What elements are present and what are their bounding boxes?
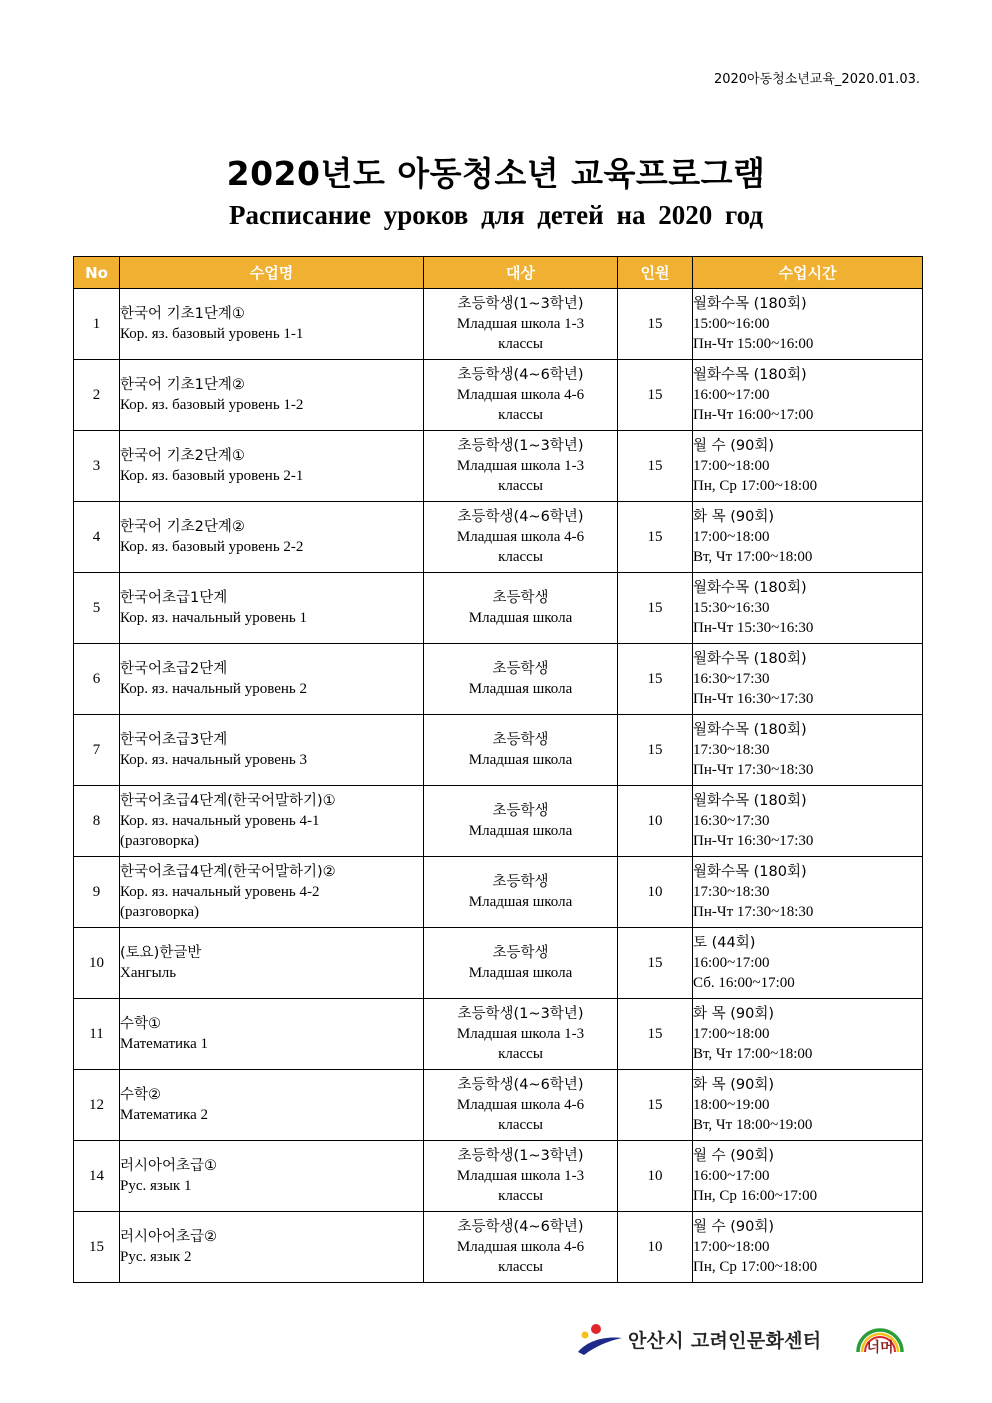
cell-target: [424, 289, 618, 360]
cell-count: [618, 715, 693, 786]
class-days-russian: Сб. 16:00~17:00: [693, 975, 795, 991]
class-name-russian: Рус. язык 2: [120, 1249, 192, 1265]
class-days-russian: Пн-Чт 15:00~16:00: [693, 336, 814, 352]
cell-time: [693, 1141, 923, 1212]
cell-no: [74, 644, 120, 715]
row-number: 15: [89, 1239, 104, 1255]
column-header-time: 수업시간: [693, 257, 923, 289]
schedule-table: [73, 256, 923, 1283]
document-reference: 2020아동청소년교육_2020.01.03.: [713, 72, 920, 87]
row-number: 5: [92, 600, 101, 616]
table-row: [74, 573, 923, 644]
cell-class-name: [120, 573, 424, 644]
cell-no: [74, 928, 120, 999]
cell-count: [618, 999, 693, 1070]
cell-target: [424, 999, 618, 1070]
target-russian: Младшая школа 1-3: [456, 458, 585, 474]
student-count: 15: [647, 1026, 663, 1042]
table-row: [74, 431, 923, 502]
cell-time: [693, 644, 923, 715]
target-russian-grade: классы: [498, 1046, 543, 1062]
cell-class-name: [120, 431, 424, 502]
target-russian: Младшая школа 4-6: [456, 1097, 585, 1113]
class-name-korean: 한국어 기초2단계①: [120, 448, 245, 464]
cell-target: [424, 644, 618, 715]
target-russian: Младшая школа 1-3: [456, 316, 585, 332]
table-row: [74, 502, 923, 573]
cell-target: [424, 857, 618, 928]
organization-name: 안산시 고려인문화센터: [628, 1330, 822, 1352]
class-days-russian: Пн-Чт 16:00~17:00: [693, 407, 814, 423]
class-hours: 15:30~16:30: [693, 600, 770, 616]
class-days-korean: 토 (44회): [693, 935, 756, 951]
class-hours: 16:30~17:30: [693, 813, 770, 829]
class-hours: 17:00~18:00: [693, 1026, 770, 1042]
class-days-russian: Пн, Ср 17:00~18:00: [693, 478, 818, 494]
cell-count: [618, 431, 693, 502]
cell-count: [618, 289, 693, 360]
class-name-russian-note: (разговорка): [120, 904, 200, 920]
row-number: 2: [92, 387, 101, 403]
class-name-russian: Кор. яз. базовый уровень 1-2: [120, 397, 304, 413]
target-russian: Младшая школа: [468, 894, 573, 910]
table-row: [74, 289, 923, 360]
row-number: 14: [89, 1168, 104, 1184]
class-name-korean: 수학②: [120, 1087, 162, 1103]
column-header-class-name: 수업명: [120, 257, 424, 289]
class-hours: 18:00~19:00: [693, 1097, 770, 1113]
class-name-korean: 한국어초급2단계: [120, 661, 228, 677]
class-days-russian: Пн-Чт 17:30~18:30: [693, 904, 814, 920]
cell-count: [618, 1070, 693, 1141]
table-row: [74, 857, 923, 928]
class-days-russian: Вт, Чт 17:00~18:00: [693, 1046, 813, 1062]
row-number: 7: [92, 742, 101, 758]
table-row: [74, 1070, 923, 1141]
student-count: 15: [647, 387, 663, 403]
class-hours: 17:30~18:30: [693, 742, 770, 758]
student-count: 15: [647, 316, 663, 332]
cell-time: [693, 999, 923, 1070]
class-hours: 17:30~18:30: [693, 884, 770, 900]
student-count: 15: [647, 1097, 663, 1113]
cell-count: [618, 573, 693, 644]
cell-no: [74, 431, 120, 502]
target-korean: 초등학생: [492, 732, 549, 748]
cell-no: [74, 502, 120, 573]
class-days-korean: 월화수목 (180회): [693, 864, 807, 880]
target-russian: Младшая школа: [468, 610, 573, 626]
cell-count: [618, 360, 693, 431]
table-row: [74, 1212, 923, 1283]
target-korean: 초등학생(1~3학년): [457, 1006, 584, 1022]
target-russian: Младшая школа 4-6: [456, 1239, 585, 1255]
target-korean: 초등학생(4~6학년): [457, 1219, 584, 1235]
cell-no: [74, 999, 120, 1070]
cell-count: [618, 644, 693, 715]
target-korean: 초등학생: [492, 803, 549, 819]
class-hours: 16:00~17:00: [693, 1168, 770, 1184]
class-hours: 16:00~17:00: [693, 387, 770, 403]
student-count: 10: [647, 1168, 663, 1184]
class-name-russian: Математика 2: [120, 1107, 209, 1123]
table-body: [74, 289, 923, 1283]
page-title-russian: Расписание уроков для детей на 2020 год: [228, 200, 763, 230]
table-row: [74, 999, 923, 1070]
cell-time: [693, 360, 923, 431]
cell-count: [618, 502, 693, 573]
cell-class-name: [120, 502, 424, 573]
cell-time: [693, 715, 923, 786]
row-number: 3: [92, 458, 101, 474]
cell-class-name: [120, 644, 424, 715]
page-title-korean: 2020년도 아동청소년 교육프로그램: [226, 154, 766, 193]
student-count: 15: [647, 600, 663, 616]
cell-time: [693, 289, 923, 360]
cell-time: [693, 431, 923, 502]
class-days-korean: 월 수 (90회): [693, 438, 775, 454]
cell-class-name: [120, 715, 424, 786]
cell-time: [693, 573, 923, 644]
class-name-korean: (토요)한글반: [120, 945, 202, 961]
class-name-russian: Кор. яз. начальный уровень 3: [120, 752, 307, 768]
student-count: 15: [647, 671, 663, 687]
cell-no: [74, 289, 120, 360]
cell-class-name: [120, 928, 424, 999]
badge-text: 너머: [866, 1340, 894, 1356]
row-number: 6: [92, 671, 101, 687]
cell-class-name: [120, 289, 424, 360]
class-name-russian: Кор. яз. базовый уровень 2-1: [120, 468, 304, 484]
row-number: 8: [92, 813, 101, 829]
class-days-korean: 월화수목 (180회): [693, 296, 807, 312]
cell-no: [74, 360, 120, 431]
class-days-korean: 월화수목 (180회): [693, 580, 807, 596]
class-name-russian: Хангыль: [120, 965, 177, 981]
target-korean: 초등학생: [492, 661, 549, 677]
table-row: [74, 786, 923, 857]
footer-logo: [576, 1318, 912, 1362]
target-korean: 초등학생(1~3학년): [457, 1148, 584, 1164]
cell-target: [424, 715, 618, 786]
class-days-korean: 월 수 (90회): [693, 1219, 775, 1235]
cell-class-name: [120, 1141, 424, 1212]
target-russian: Младшая школа 4-6: [456, 529, 585, 545]
class-days-russian: Пн-Чт 17:30~18:30: [693, 762, 814, 778]
class-days-korean: 화 목 (90회): [693, 509, 775, 525]
cell-no: [74, 1070, 120, 1141]
row-number: 4: [92, 529, 101, 545]
class-name-russian: Математика 1: [120, 1036, 209, 1052]
target-korean: 초등학생(4~6학년): [457, 367, 584, 383]
cell-target: [424, 1141, 618, 1212]
student-count: 15: [647, 955, 663, 971]
cell-time: [693, 786, 923, 857]
cell-class-name: [120, 1212, 424, 1283]
cell-no: [74, 1141, 120, 1212]
table-row: [74, 360, 923, 431]
class-name-russian: Кор. яз. начальный уровень 1: [120, 610, 307, 626]
cell-no: [74, 1212, 120, 1283]
class-name-korean: 러시아어초급②: [120, 1229, 218, 1245]
column-header-target: 대상: [424, 257, 618, 289]
cell-time: [693, 1070, 923, 1141]
class-hours: 16:30~17:30: [693, 671, 770, 687]
class-name-russian: Кор. яз. базовый уровень 1-1: [120, 326, 304, 342]
cell-class-name: [120, 360, 424, 431]
target-russian: Младшая школа: [468, 752, 573, 768]
class-name-korean: 수학①: [120, 1016, 162, 1032]
target-russian-grade: классы: [498, 549, 543, 565]
cell-no: [74, 573, 120, 644]
class-hours: 15:00~16:00: [693, 316, 770, 332]
cell-count: [618, 786, 693, 857]
table-row: [74, 644, 923, 715]
cell-time: [693, 928, 923, 999]
cell-class-name: [120, 786, 424, 857]
target-russian: Младшая школа: [468, 681, 573, 697]
target-korean: 초등학생: [492, 945, 549, 961]
cell-time: [693, 857, 923, 928]
target-russian-grade: классы: [498, 1117, 543, 1133]
target-russian: Младшая школа 1-3: [456, 1026, 585, 1042]
class-hours: 16:00~17:00: [693, 955, 770, 971]
target-russian: Младшая школа: [468, 823, 573, 839]
table-row: [74, 715, 923, 786]
class-days-russian: Пн-Чт 16:30~17:30: [693, 691, 814, 707]
class-days-korean: 월화수목 (180회): [693, 651, 807, 667]
cell-target: [424, 431, 618, 502]
student-count: 10: [647, 813, 663, 829]
row-number: 9: [92, 884, 101, 900]
cell-no: [74, 857, 120, 928]
table-header-row: [74, 257, 923, 289]
class-name-russian: Рус. язык 1: [120, 1178, 192, 1194]
target-korean: 초등학생(4~6학년): [457, 1077, 584, 1093]
row-number: 12: [89, 1097, 104, 1113]
class-name-korean: 한국어초급3단계: [120, 732, 228, 748]
class-days-korean: 월화수목 (180회): [693, 793, 807, 809]
class-name-korean: 러시아어초급①: [120, 1158, 218, 1174]
column-header-count: 인원: [618, 257, 693, 289]
target-russian-grade: классы: [498, 1188, 543, 1204]
class-hours: 17:00~18:00: [693, 1239, 770, 1255]
class-name-russian: Кор. яз. базовый уровень 2-2: [120, 539, 304, 555]
class-days-russian: Пн, Ср 16:00~17:00: [693, 1188, 818, 1204]
class-name-korean: 한국어초급1단계: [120, 590, 228, 606]
class-days-russian: Вт, Чт 17:00~18:00: [693, 549, 813, 565]
target-korean: 초등학생: [492, 590, 549, 606]
cell-count: [618, 1141, 693, 1212]
row-number: 11: [89, 1026, 104, 1042]
class-hours: 17:00~18:00: [693, 529, 770, 545]
center-logo-icon: [576, 1322, 624, 1358]
student-count: 10: [647, 1239, 663, 1255]
class-days-korean: 월화수목 (180회): [693, 367, 807, 383]
target-russian-grade: классы: [498, 336, 543, 352]
student-count: 15: [647, 742, 663, 758]
cell-target: [424, 360, 618, 431]
class-days-korean: 화 목 (90회): [693, 1077, 775, 1093]
table-row: [74, 928, 923, 999]
target-russian-grade: классы: [498, 1259, 543, 1275]
class-days-russian: Пн, Ср 17:00~18:00: [693, 1259, 818, 1275]
target-russian-grade: классы: [498, 478, 543, 494]
cell-class-name: [120, 1070, 424, 1141]
row-number: 10: [89, 955, 104, 971]
cell-count: [618, 928, 693, 999]
cell-class-name: [120, 999, 424, 1070]
student-count: 15: [647, 458, 663, 474]
row-number: 1: [92, 316, 101, 332]
target-russian-grade: классы: [498, 407, 543, 423]
cell-no: [74, 715, 120, 786]
class-hours: 17:00~18:00: [693, 458, 770, 474]
cell-target: [424, 928, 618, 999]
class-days-korean: 월화수목 (180회): [693, 722, 807, 738]
column-header-no: No: [74, 257, 120, 289]
cell-count: [618, 857, 693, 928]
target-russian: Младшая школа: [468, 965, 573, 981]
class-days-korean: 월 수 (90회): [693, 1148, 775, 1164]
cell-class-name: [120, 857, 424, 928]
class-name-russian: Кор. яз. начальный уровень 4-1: [120, 813, 320, 829]
beyond-badge-icon: [852, 1318, 908, 1358]
cell-no: [74, 786, 120, 857]
cell-time: [693, 1212, 923, 1283]
table-row: [74, 1141, 923, 1212]
target-korean: 초등학생(1~3학년): [457, 296, 584, 312]
class-days-russian: Пн-Чт 16:30~17:30: [693, 833, 814, 849]
class-name-korean: 한국어초급4단계(한국어말하기)②: [120, 864, 336, 880]
class-name-russian: Кор. яз. начальный уровень 4-2: [120, 884, 320, 900]
class-days-korean: 화 목 (90회): [693, 1006, 775, 1022]
class-days-russian: Пн-Чт 15:30~16:30: [693, 620, 814, 636]
class-days-russian: Вт, Чт 18:00~19:00: [693, 1117, 813, 1133]
target-russian: Младшая школа 4-6: [456, 387, 585, 403]
cell-target: [424, 1070, 618, 1141]
class-name-russian: Кор. яз. начальный уровень 2: [120, 681, 307, 697]
target-korean: 초등학생(4~6학년): [457, 509, 584, 525]
cell-target: [424, 573, 618, 644]
target-korean: 초등학생: [492, 874, 549, 890]
target-russian: Младшая школа 1-3: [456, 1168, 585, 1184]
cell-target: [424, 502, 618, 573]
cell-count: [618, 1212, 693, 1283]
student-count: 10: [647, 884, 663, 900]
class-name-korean: 한국어 기초2단계②: [120, 519, 245, 535]
student-count: 15: [647, 529, 663, 545]
cell-target: [424, 1212, 618, 1283]
class-name-russian-note: (разговорка): [120, 833, 200, 849]
class-name-korean: 한국어 기초1단계②: [120, 377, 245, 393]
target-korean: 초등학생(1~3학년): [457, 438, 584, 454]
cell-time: [693, 502, 923, 573]
class-name-korean: 한국어 기초1단계①: [120, 306, 245, 322]
cell-target: [424, 786, 618, 857]
class-name-korean: 한국어초급4단계(한국어말하기)①: [120, 793, 336, 809]
